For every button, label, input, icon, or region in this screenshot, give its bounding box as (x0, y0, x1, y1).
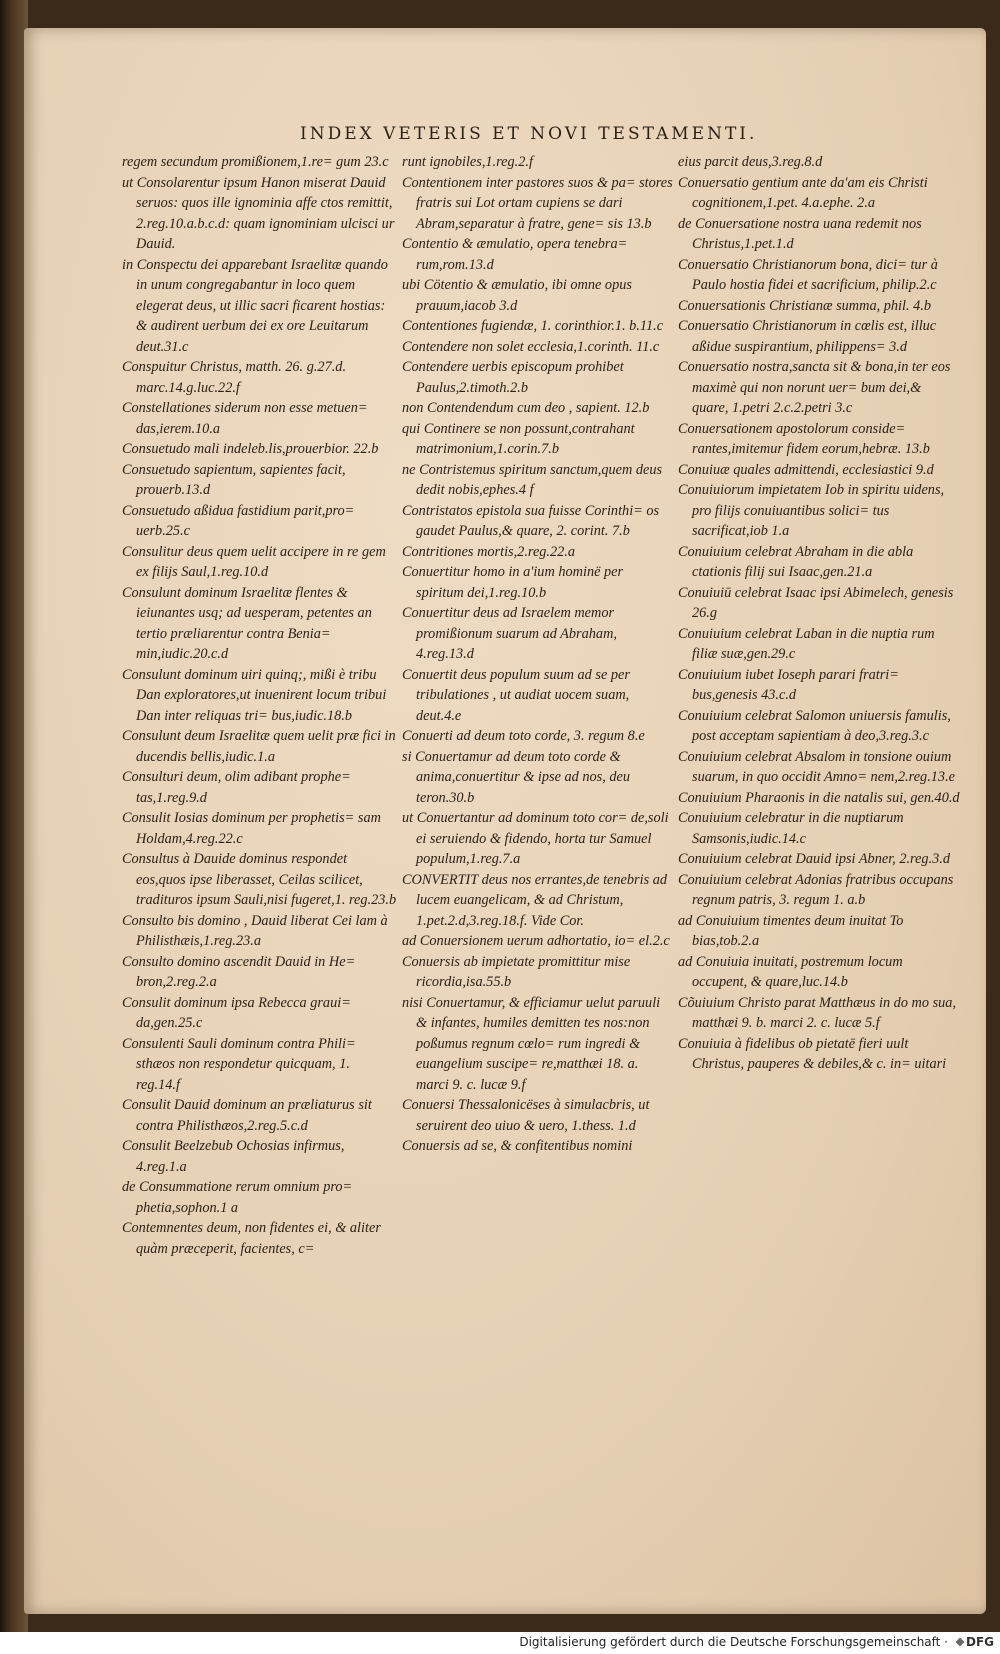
index-entry: Conuersatio gentium ante da'am eis Christi cognitionem,1.pet. 4.a.ephe. 2.a (678, 174, 928, 211)
index-entry: Conuersatio Christianorum bona, dici= tur à Paulo hostia fidei et sacrificium, philip.2.c (678, 256, 938, 293)
index-entry: ubi Cötentio & æmulatio, ibi omne opus prauum,iacob 3.d (402, 277, 632, 314)
index-entry: Consulto domino ascendit Dauid in He= bron,2.reg.2.a (122, 953, 356, 990)
index-entry: Contentio & æmulatio, opera tenebra= rum,rom.13.d (402, 236, 628, 273)
index-entry: Conuertitur homo in a'ium hominë per spiritum dei,1.reg.10.b (402, 564, 624, 601)
index-entry: ne Contristemus spiritum sanctum,quem deus dedit nobis,ephes.4 f (402, 461, 663, 498)
index-entry: Cõuiuium Christo parat Matthæus in do mo sua, matthæi 9. b. marci 2. c. lucæ 5.f (678, 994, 957, 1031)
index-entry: Consulunt dominum uiri quinq;, mißi è tribu Dan exploratores,ut inuenirent locum tribui Dan inter reliquas tri= bus,iudic.18.b (122, 666, 387, 724)
index-entry: non Contendendum cum deo , sapient. 12.b (402, 400, 650, 416)
index-entry: Consulit Iosias dominum per prophetis= sam Holdam,4.reg.22.c (122, 810, 381, 847)
index-entry: Consuetudo sapientum, sapientes facit, prouerb.13.d (122, 461, 346, 498)
index-entry: Contristatos epistola sua fuisse Corinthi= os gaudet Paulus,& quare, 2. corint. 7.b (402, 502, 660, 539)
index-entry: qui Continere se non possunt,contrahant matrimonium,1.corin.7.b (402, 420, 635, 457)
index-entry: Consulit Dauid dominum an præliaturus sit contra Philisthæos,2.reg.5.c.d (122, 1097, 372, 1134)
index-entry: Consulunt deum Israelitæ quem uelit præ fici in ducendis bellis,iudic.1.a (122, 728, 396, 765)
index-entry: Conuersationis Christianæ summa, phil. 4.b (678, 297, 932, 314)
index-entry: Contemnentes deum, non fidentes ei, & aliter quàm præceperit, facientes, c= (122, 1220, 381, 1257)
index-entry: Conuersationem apostolorum conside= rantes,imitemur fidem eorum,hebræ. 13.b (678, 420, 930, 457)
index-entry: Conuersatio nostra,sancta sit & bona,in ter eos maximè qui non norunt uer= bum dei,& quare, 1.petri 2.c.2.petri 3.c (678, 359, 951, 416)
index-entry: Contritiones mortis,2.reg.22.a (402, 543, 576, 560)
index-entry: Conuiuium Pharaonis in die natalis sui, gen.40.d (678, 789, 960, 806)
index-entry: ut Conuertantur ad dominum toto cor= de,soli ei seruiendo & fidendo, horta tur Samuel populum,1.reg.7.a (402, 810, 669, 867)
footer-credit: Digitalisierung gefördert durch die Deutsche Forschungsgemeinschaft · (519, 1635, 948, 1649)
index-entry: ad Conuersionem uerum adhortatio, io= el.2.c (402, 933, 670, 949)
index-entry: Conuersis ab impietate promittitur mise ricordia,isa.55.b (402, 953, 631, 990)
index-entry: Consuetudo aßidua fastidium parit,pro= uerb.25.c (122, 502, 355, 539)
index-entry: Conuiuium celebrat Salomon uniuersis famulis, post acceptam sapientiam à deo,3.reg.3.c (678, 707, 951, 744)
index-entry: Constellationes siderum non esse metuen= das,ierem.10.a (122, 400, 368, 437)
index-entry: Conuersis ad se, & confitentibus nomini (402, 1138, 633, 1154)
index-entry: de Conuersatione nostra uana redemit nos Christus,1.pet.1.d (678, 215, 922, 252)
index-entry: Conuiuium iubet Ioseph parari fratri= bus,genesis 43.c.d (678, 666, 899, 703)
index-entry: eius parcit deus,3.reg.8.d (678, 154, 823, 170)
dfg-logo (956, 1635, 994, 1649)
index-entry: Conuiuæ quales admittendi, ecclesiastici 9.d (678, 461, 934, 478)
index-entry: Contentiones fugiendæ, 1. corinthior.1. b.11.c (402, 318, 664, 334)
dfg-logo-text: DFG (965, 1635, 994, 1649)
index-entry: Consultus à Dauide dominus respondet eos,quos ipse liberasset, Ceilas scilicet, tradituros ipsum Sauli,nisi fugeret,1. reg.23.b (122, 851, 397, 908)
index-entry: runt ignobiles,1.reg.2.f (402, 154, 533, 170)
index-entry: Conuiuium celebrat Adonias fratribus occupans regnum patris, 3. regum 1. a.b (678, 871, 954, 908)
index-entry: ad Conuiuia inuitati, postremum locum occupent, & quare,luc.14.b (678, 953, 903, 990)
index-entry: Conuiuia à fidelibus ob pietatē fieri uult Christus, pauperes & debiles,& c. in= uitari (678, 1035, 947, 1072)
index-entry: Conuiuium celebrat Dauid ipsi Abner, 2.reg.3.d (678, 851, 951, 867)
index-entry: Conuersi Thessalonicëses à simulacbris, ut seruirent deo uiuo & uero, 1.thess. 1.d (402, 1097, 650, 1134)
index-entry: in Conspectu dei apparebant Israelitæ quando in unum congregabantur in loco quem elegerat deus, ut illic sacri ficarent hostias: & audirent uerbum dei ex ore Leuitarum deut.31.c (122, 256, 388, 355)
digitization-footer (0, 1632, 1000, 1654)
index-column-3 (678, 152, 960, 1075)
index-entry: si Conuertamur ad deum toto corde & anima,conuertitur & ipse ad nos, deu teron.30.b (402, 748, 631, 806)
index-entry: CONVERTIT deus nos errantes,de tenebris ad lucem euangelicam, & ad Christum, 1.pet.2.d,3.reg.18.f. Vide Cor. (402, 871, 668, 929)
index-entry: de Consummatione rerum omnium pro= phetia,sophon.1 a (122, 1179, 353, 1216)
index-column-1 (122, 152, 397, 1259)
index-entry: Conuiuium celebrat Abraham in die abla ctationis filij sui Isaac,gen.21.a (678, 543, 914, 580)
index-entry: Contendere non solet ecclesia,1.corinth. 11.c (402, 338, 660, 355)
index-entry: Consulenti Sauli dominum contra Phili= sthæos non respondetur quicquam, 1. reg.14.f (122, 1035, 356, 1093)
index-entry: Conuiuiū celebrat Isaac ipsi Abimelech, genesis 26.g (678, 584, 954, 621)
index-entry: Contentionem inter pastores suos & pa= stores fratris sui Lot ortam cupiens se dari Abram,separatur à fratre, gene= sis 13.b (402, 174, 673, 232)
index-entry: Conuersatio Christianorum in cœlis est, illuc aßidue suspirantium, philippens= 3.d (678, 318, 937, 355)
index-entry: Conuerti ad deum toto corde, 3. regum 8.e (402, 728, 645, 744)
index-entry: Consulto bis domino , Dauid liberat Cei lam à Philisthæis,1.reg.23.a (122, 912, 388, 949)
index-entry: Contendere uerbis episcopum prohibet Paulus,2.timoth.2.b (402, 359, 624, 396)
running-head: INDEX VETERIS ET NOVI TESTAMENTI. (300, 124, 758, 144)
dfg-diamond-icon (955, 1637, 964, 1646)
index-entry: ut Consolarentur ipsum Hanon miserat Dauid seruos: quos ille ignominia affe ctos remittit, 2.reg.10.a.b.c.d: quam ignominiam ulcisci ur Dauid. (122, 174, 395, 252)
index-entry: Conuiuiorum impietatem Iob in spiritu uidens, pro filijs conuiuantibus solici= tus sacrificat,iob 1.a (678, 482, 945, 539)
index-entry: ad Conuiuium timentes deum inuitat To bias,tob.2.a (678, 912, 904, 949)
index-entry: Consulit dominum ipsa Rebecca graui= da,gen.25.c (122, 994, 351, 1031)
index-entry: Consuetudo mali indeleb.lis,prouerbior. 22.b (122, 441, 379, 457)
index-entry: Conuertitur deus ad Israelem memor promißionum suarum ad Abraham, 4.reg.13.d (402, 605, 617, 662)
index-entry: nisi Conuertamur, & efficiamur uelut paruuli & infantes, humiles demitten tes nos:non poßumus regnum cœlo= rum ingredi & euangelium suscipe= re,matthæi 18. a. marci 9. c. lucæ 9.f (402, 994, 661, 1093)
index-entry: Conuertit deus populum suum ad se per tribulationes , ut audiat uocem suam, deut.4.e (402, 666, 630, 724)
index-entry: Consulturi deum, olim adibant prophe= tas,1.reg.9.d (122, 769, 351, 806)
index-entry: Consulit Beelzebub Ochosias infirmus, 4.reg.1.a (122, 1138, 345, 1175)
index-entry: Conuiuium celebrat Absalom in tonsione ouium suarum, in quo occidit Amno= nem,2.reg.13.e (678, 748, 955, 785)
index-column-2 (402, 152, 674, 1157)
index-entry: Conuiuium celebratur in die nuptiarum Samsonis,iudic.14.c (678, 810, 904, 847)
index-entry: Consulunt dominum Israelitæ flentes & ieiunantes usq; ad uesperam, petentes an tertio præliarentur contra Benia= min,iudic.20.c.d (122, 584, 372, 662)
index-entry: Conspuitur Christus, matth. 26. g.27.d. marc.14.g.luc.22.f (122, 359, 347, 396)
index-entry: regem secundum promißionem,1.re= gum 23.c (122, 154, 389, 170)
index-entry: Consulitur deus quem uelit accipere in re gem ex filijs Saul,1.reg.10.d (122, 543, 386, 580)
index-entry: Conuiuium celebrat Laban in die nuptia rum filiæ suæ,gen.29.c (678, 625, 935, 662)
